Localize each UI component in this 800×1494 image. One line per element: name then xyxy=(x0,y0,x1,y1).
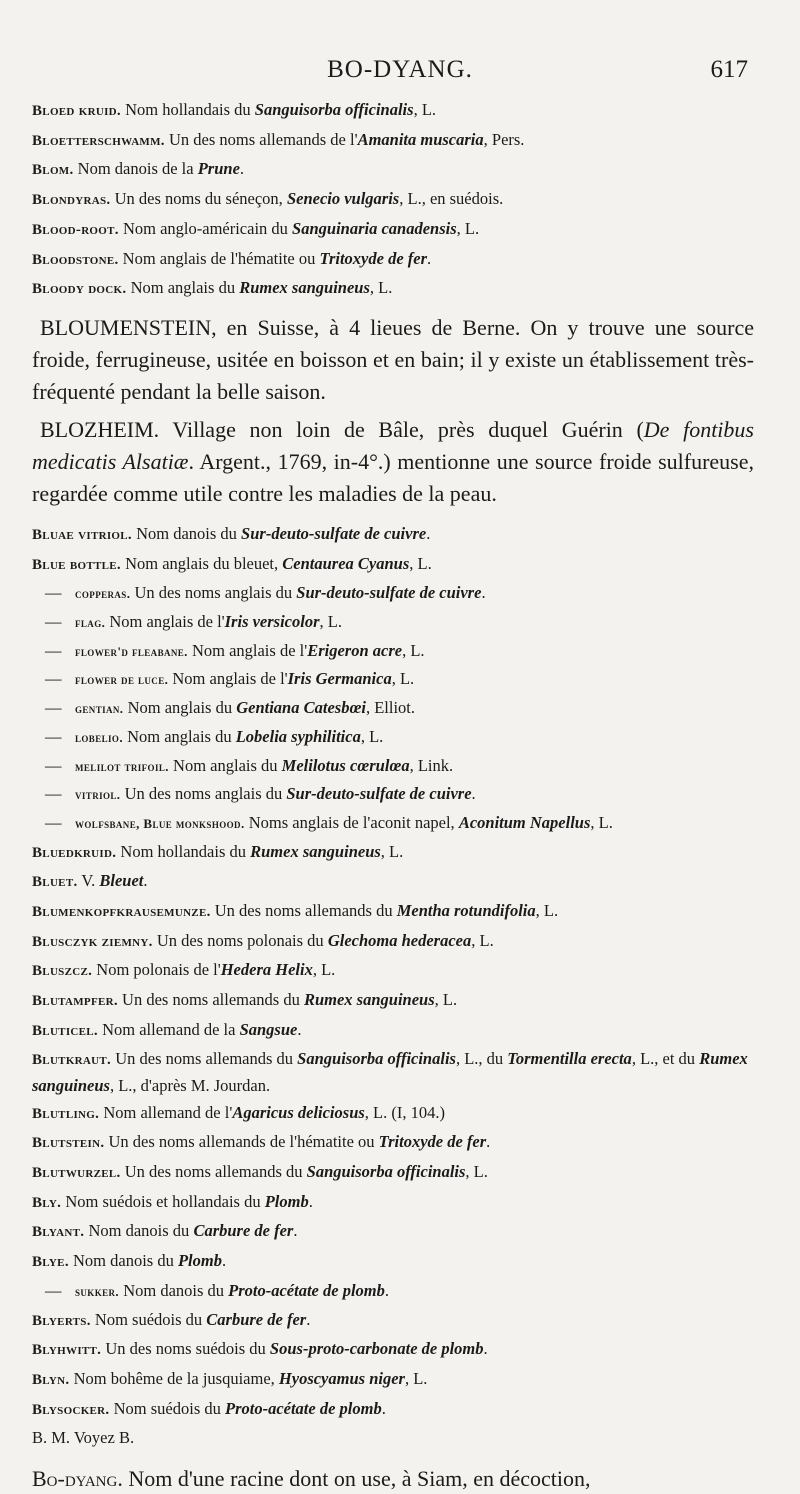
entry-head: copperas. xyxy=(75,586,131,602)
entry-dash: — xyxy=(45,755,62,775)
entry-text: Nom anglais du xyxy=(168,755,282,775)
entry-head: flag. xyxy=(75,615,106,631)
entry-scientific-name: Centaurea Cyanus xyxy=(282,553,410,573)
entry-scientific-name: Hedera Helix xyxy=(220,960,313,980)
dictionary-entry xyxy=(32,96,754,126)
dictionary-entry xyxy=(32,1335,754,1365)
entry-head: Blye. xyxy=(32,1254,69,1271)
entry-text-tail: , L. xyxy=(312,960,336,980)
entry-text: Nom anglais de l' xyxy=(105,612,225,632)
entry-text: Nom anglais du bleuet, xyxy=(120,553,283,573)
entry-head: Blutampfer. xyxy=(32,993,118,1010)
entry-scientific-name: Glechoma hederacea xyxy=(327,930,472,950)
entry-scientific-name: Plomb xyxy=(177,1251,222,1271)
entry-text-tail: , L. xyxy=(391,669,415,689)
entry-text-tail: . xyxy=(483,1339,488,1359)
entry-text-tail: . xyxy=(293,1221,298,1241)
dictionary-entry xyxy=(32,986,754,1016)
entry-text: Nom anglais du xyxy=(126,278,240,298)
entry-text-tail: . xyxy=(427,248,432,268)
entry-text-tail: . xyxy=(481,583,486,603)
entry-text-tail: . xyxy=(239,159,245,179)
entry-head: lobelio. xyxy=(75,729,123,745)
entry-head: Bloodstone. xyxy=(32,251,119,268)
entry-text: Un des noms anglais du xyxy=(130,583,297,603)
entry-text-tail: , L. xyxy=(471,930,494,950)
dictionary-entry xyxy=(32,550,754,580)
dictionary-entry xyxy=(32,155,754,185)
dictionary-entry xyxy=(32,1424,754,1452)
entry-text: Nom anglais du xyxy=(123,698,237,718)
entry-text: Nom allemand de la xyxy=(97,1019,240,1039)
entry-text-tail: . xyxy=(471,784,476,804)
dictionary-entry xyxy=(32,637,754,666)
paragraph-head: BLOUMENSTEIN xyxy=(40,314,212,340)
entry-head: Blutling. xyxy=(32,1105,100,1122)
entry-text-tail: , L. xyxy=(369,278,393,298)
dictionary-entry xyxy=(32,215,754,245)
dictionary-entry xyxy=(32,752,754,781)
page-content xyxy=(32,96,754,1494)
dictionary-entry xyxy=(32,579,754,608)
entry-scientific-name: Iris versicolor xyxy=(224,612,320,632)
entry-dash: — xyxy=(45,1280,62,1300)
dictionary-entry xyxy=(32,897,754,927)
entry-dash: — xyxy=(45,698,62,718)
entry-scientific-name: Bleuet xyxy=(99,871,144,891)
entry-text: Nom suédois du xyxy=(109,1398,225,1418)
entry-dash: — xyxy=(45,812,62,832)
entry-text-tail: , L. xyxy=(380,841,404,861)
entry-scientific-name: Gentiana Catesbœi xyxy=(236,698,366,718)
entry-list-bottom xyxy=(32,520,754,1452)
entry-text-tail: , L. xyxy=(590,812,613,832)
entry-scientific-name: Carbure de fer xyxy=(193,1221,294,1241)
paragraph-blozheim xyxy=(32,414,754,510)
entry-head: Bo-dyang. xyxy=(32,1466,123,1492)
entry-scientific-name: Rumex sanguineus xyxy=(239,278,370,298)
entry-head: Bly. xyxy=(32,1194,62,1211)
entry-head: sukker. xyxy=(75,1283,120,1299)
dictionary-entry xyxy=(32,126,754,156)
entry-head: Blutwurzel. xyxy=(32,1164,121,1181)
dictionary-entry xyxy=(32,274,754,304)
entry-head: Blyhwitt. xyxy=(32,1342,102,1359)
entry-head: Bluticel. xyxy=(32,1022,98,1039)
entry-head: Blue bottle. xyxy=(32,556,121,573)
entry-text-tail: . xyxy=(384,1280,389,1300)
entry-scientific-name: Hyoscyamus niger xyxy=(278,1368,405,1388)
entry-head: Bloody dock. xyxy=(32,281,127,298)
entry-head: Blutstein. xyxy=(32,1135,105,1152)
dictionary-entry xyxy=(32,1099,754,1129)
entry-head: Bloed kruid. xyxy=(32,103,121,119)
entry-head: flower de luce. xyxy=(75,672,169,688)
entry-text: Un des noms suédois du xyxy=(101,1339,270,1359)
entry-text-tail: , L. xyxy=(409,553,432,573)
dictionary-entry xyxy=(32,1365,754,1395)
dictionary-entry xyxy=(32,1188,754,1218)
entry-text: Nom danois du xyxy=(68,1251,178,1271)
dictionary-entry xyxy=(32,185,754,215)
entry-scientific-name: Rumex sanguineus xyxy=(303,990,435,1010)
entry-text: V. xyxy=(77,871,100,891)
entry-text-tail: , Pers. xyxy=(483,129,525,149)
entry-text-tail: , L. xyxy=(319,612,342,632)
entry-scientific-name: Sur-deuto-sulfate de cuivre xyxy=(241,523,427,543)
entry-text: Nom anglais du xyxy=(122,726,236,746)
entry-text-tail: , L. xyxy=(535,901,559,921)
entry-text: Nom suédois du xyxy=(90,1309,207,1329)
entry-scientific-name: Agaricus deliciosus xyxy=(232,1102,365,1122)
entry-head: melilot trifoil. xyxy=(75,758,169,774)
entry-text: Un des noms du séneçon, xyxy=(110,189,287,209)
entry-scientific-name: Mentha rotundifolia xyxy=(396,901,536,921)
entry-scientific-name: Sanguinaria canadensis xyxy=(292,218,457,238)
entry-head: Blutkraut. xyxy=(32,1051,112,1068)
dictionary-entry xyxy=(32,1046,754,1099)
entry-text: Un des noms allemands de l' xyxy=(164,129,358,149)
entry-text: Un des noms allemands de l'hématite ou xyxy=(104,1132,379,1152)
entry-text-tail: . xyxy=(486,1132,491,1152)
entry-text: B. M. Voyez B. xyxy=(32,1428,135,1448)
entry-head: Bluae vitriol. xyxy=(32,526,132,543)
paragraph-citation: De fontibus medicatis Alsatiæ xyxy=(32,416,754,474)
entry-scientific-name: Sanguisorba officinalis xyxy=(254,100,414,119)
entry-text-tail: , L. xyxy=(360,726,384,746)
entry-head: Blood-root. xyxy=(32,221,119,238)
dictionary-entry xyxy=(32,838,754,868)
paragraph-text: , en Suisse, à 4 lieues de Berne. On y trouve une source froide, ferrugineuse, usitée en boisson et en bain; il y existe un établissement très-fréquenté pendant la belle saison. xyxy=(32,314,754,404)
entry-text: Un des noms polonais du xyxy=(152,930,328,950)
entry-scientific-name: Lobelia syphilitica xyxy=(235,726,361,746)
entry-head: Blyn. xyxy=(32,1371,70,1388)
entry-head: Bluedkruid. xyxy=(32,844,117,861)
entry-dash: — xyxy=(45,583,62,603)
entry-scientific-name: Rumex sanguineus xyxy=(250,841,381,861)
entry-scientific-name: Proto-acétate de plomb xyxy=(228,1280,385,1300)
page-header xyxy=(0,56,800,92)
entry-scientific-name: Erigeron acre xyxy=(307,640,403,660)
dictionary-entry xyxy=(32,1277,754,1306)
entry-text: Nom anglais de l'hématite ou xyxy=(118,248,320,268)
entry-scientific-name: Sanguisorba officinalis xyxy=(297,1048,456,1068)
entry-text-tail: . xyxy=(308,1191,313,1211)
dictionary-entry xyxy=(32,1158,754,1188)
entry-text-tail: . xyxy=(221,1251,227,1271)
entry-text-tail: , Link. xyxy=(409,755,454,775)
entry-text-tail: . xyxy=(426,523,431,543)
entry-text-tail: . xyxy=(143,871,148,891)
paragraph-text-tail: . Argent., 1769, in-4°.) mentionne une source froide sulfureuse, regardée comme utile contre les maladies de la peau. xyxy=(32,448,754,506)
dictionary-entry xyxy=(32,1395,754,1425)
entry-text: Nom danois du xyxy=(119,1280,229,1300)
entry-scientific-name: Prune xyxy=(197,159,240,179)
entry-scientific-name: Tormentilla erecta xyxy=(507,1048,632,1068)
entry-text: Un des noms allemands du xyxy=(120,1161,307,1181)
dictionary-entry xyxy=(32,520,754,550)
entry-scientific-name: Sur-deuto-sulfate de cuivre xyxy=(286,784,472,804)
entry-text: Nom allemand de l' xyxy=(99,1102,233,1122)
paragraph-bloumenstein xyxy=(32,312,754,408)
entry-scientific-name: Amanita muscaria xyxy=(357,129,484,149)
entry-head: wolfsbane, Blue monkshood. xyxy=(75,815,245,831)
entry-text: Nom hollandais du xyxy=(120,100,255,119)
entry-text: Nom polonais de l' xyxy=(92,960,221,980)
entry-text-tail: , Elliot. xyxy=(365,698,415,718)
entry-head: Bloetterschwamm. xyxy=(32,132,165,149)
entry-text-tail: . xyxy=(381,1398,386,1418)
entry-text: Nom bohême de la jusquiame, xyxy=(69,1368,279,1388)
entry-text-tail: , L. xyxy=(456,218,480,238)
entry-text: Un des noms allemands du xyxy=(111,1048,298,1068)
entry-scientific-name: Tritoxyde de fer xyxy=(378,1132,487,1152)
entry-head: Bluet. xyxy=(32,874,78,891)
entry-scientific-name: Melilotus cœrulœa xyxy=(281,755,410,775)
dictionary-entry xyxy=(32,1247,754,1277)
dictionary-entry xyxy=(32,809,754,838)
entry-text-tail: , L. xyxy=(465,1161,488,1181)
entry-text: Nom anglais de l' xyxy=(168,669,288,689)
entry-head: Blusczyk ziemny. xyxy=(32,933,153,950)
entry-head: Blondyras. xyxy=(32,192,111,209)
entry-list-top xyxy=(32,96,754,304)
entry-scientific-name: Iris Germanica xyxy=(287,669,392,689)
final-entry xyxy=(32,1464,754,1494)
entry-dash: — xyxy=(45,669,62,689)
dictionary-entry xyxy=(32,1217,754,1247)
dictionary-entry xyxy=(32,1128,754,1158)
entry-text: Nom d'une racine dont on use, à Siam, en décoction, xyxy=(122,1466,591,1492)
entry-text: Nom anglo-américain du xyxy=(118,218,293,238)
entry-head: flower'd fleabane. xyxy=(75,643,188,659)
entry-scientific-name: Rumex sanguineus xyxy=(32,1048,748,1096)
entry-text: Nom suédois et hollandais du xyxy=(61,1191,265,1211)
entry-text-tail: , L. xyxy=(402,640,425,660)
entry-head: vitriol. xyxy=(75,787,121,803)
entry-text-tail: , L. xyxy=(434,990,458,1010)
entry-text-tail: . xyxy=(306,1309,311,1329)
dictionary-entry xyxy=(32,1016,754,1046)
dictionary-entry xyxy=(32,780,754,809)
entry-text: Noms anglais de l'aconit napel, xyxy=(244,812,459,832)
entry-scientific-name: Sous-proto-carbonate de plomb xyxy=(269,1339,484,1359)
entry-text-tail: , L. (I, 104.) xyxy=(364,1102,445,1122)
entry-text-tail: , L. xyxy=(413,100,437,119)
entry-text-tail: , L., du xyxy=(455,1048,508,1068)
dictionary-entry xyxy=(32,867,754,897)
entry-scientific-name: Aconitum Napellus xyxy=(458,812,591,832)
dictionary-entry xyxy=(32,608,754,637)
entry-text: Nom hollandais du xyxy=(116,841,251,861)
paragraph-head: BLOZHEIM xyxy=(40,416,154,442)
dictionary-entry xyxy=(32,694,754,723)
entry-text: Un des noms allemands du xyxy=(210,901,397,921)
page-number: 617 xyxy=(710,56,748,83)
entry-dash: — xyxy=(45,640,62,660)
entry-dash: — xyxy=(45,726,62,746)
dictionary-entry xyxy=(32,665,754,694)
entry-head: Bluszcz. xyxy=(32,963,93,980)
entry-text-tail: , L., d'après M. Jourdan. xyxy=(109,1076,271,1096)
entry-text: Un des noms allemands du xyxy=(117,990,304,1010)
dictionary-entry xyxy=(32,927,754,957)
entry-text-tail: , L., en suédois. xyxy=(399,189,504,209)
entry-text-tail: . xyxy=(297,1019,302,1039)
dictionary-entry xyxy=(32,956,754,986)
entry-scientific-name: Plomb xyxy=(264,1191,309,1211)
entry-dash: — xyxy=(45,784,62,804)
dictionary-entry xyxy=(32,723,754,752)
entry-text: Nom danois du xyxy=(84,1221,194,1241)
entry-scientific-name: Proto-acétate de plomb xyxy=(224,1398,382,1418)
entry-dash: — xyxy=(45,612,62,632)
entry-scientific-name: Senecio vulgaris xyxy=(286,189,400,209)
entry-text: Nom anglais de l' xyxy=(187,640,308,660)
entry-head: Blyant. xyxy=(32,1224,85,1241)
paragraph-text: . Village non loin de Bâle, près duquel Guérin ( xyxy=(153,416,644,442)
entry-scientific-name: Sanguisorba officinalis xyxy=(306,1161,466,1181)
entry-text: Un des noms anglais du xyxy=(120,784,287,804)
entry-scientific-name: Sur-deuto-sulfate de cuivre xyxy=(296,583,482,603)
entry-scientific-name: Carbure de fer xyxy=(206,1309,307,1329)
entry-head: Blom. xyxy=(32,162,74,179)
entry-text: Nom danois de la xyxy=(73,159,198,179)
entry-head: gentian. xyxy=(75,701,124,717)
entry-scientific-name: Sangsue xyxy=(239,1019,298,1039)
entry-head: Blyerts. xyxy=(32,1312,91,1329)
entry-head: Blumenkopfkrausemunze. xyxy=(32,904,211,921)
entry-scientific-name: Tritoxyde de fer xyxy=(319,248,428,268)
dictionary-entry xyxy=(32,1306,754,1336)
entry-text: Nom danois du xyxy=(131,523,242,543)
entry-text-tail: , L. xyxy=(404,1368,428,1388)
dictionary-entry xyxy=(32,245,754,275)
entry-text-tail: , L., et du xyxy=(631,1048,700,1068)
running-head: BO-DYANG. xyxy=(327,56,473,83)
entry-head: Blysocker. xyxy=(32,1401,110,1418)
